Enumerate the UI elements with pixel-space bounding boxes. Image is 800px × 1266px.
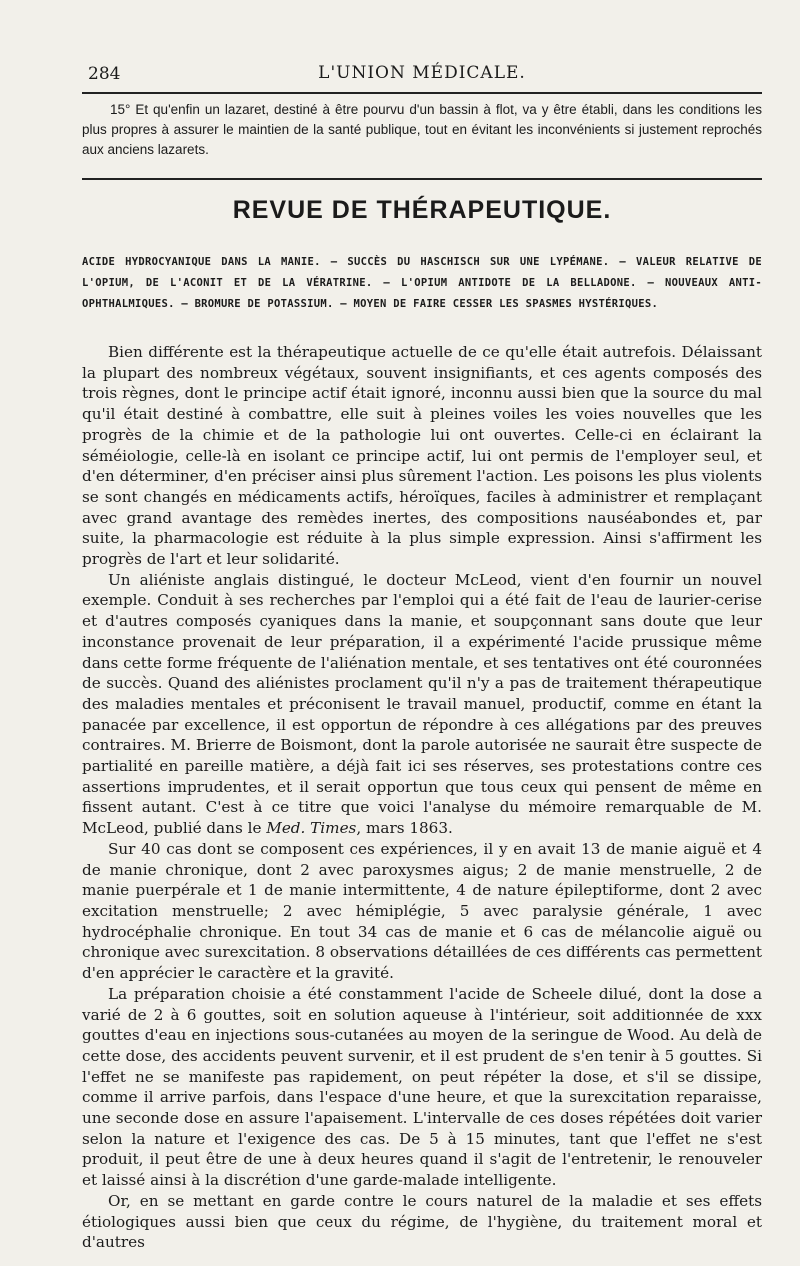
paragraph-1: Bien différente est la thérapeutique actuelle de ce qu'elle était autrefois. Délaissant la plupart des nombreux végétaux, souvent insignifiants, et ces agents composés des trois règnes, dont le principe actif était ignoré, inconnu aussi bien que la source du mal qu'il était destiné à combattre, elle suit à pleines voiles les voies nouvelles que les progrès de la chimie et de la pathologie lui ont ouvertes. Celle-ci en éclairant la séméiologie, celle-là en isolant ce principe actif, lui ont permis de l'employer seul, et d'en déterminer, d'en préciser ainsi plus sûrement l'action. Les poisons les plus violents se sont changés en médicaments actifs, héroïques, faciles à administrer et remplaçant avec grand avantage des remèdes inertes, des compositions nauséabondes et, par suite, la pharmacologie est réduite à la plus simple expression. Ainsi s'affirment les progrès de l'art et leur solidarité. xyxy=(82,343,762,569)
article-body xyxy=(82,342,762,1253)
paragraph-2-text: Un aliéniste anglais distingué, le docteur McLeod, vient d'en fournir un nouvel exemple. Conduit à ses recherches par l'emploi qui a été fait de l'eau de laurier-cerise et d'autres composés cyaniques dans la manie, et soupçonnant sans doute que leur inconstance provenait de leur préparation, il a expérimenté l'acide prussique même dans cette forme fréquente de l'aliénation mentale, et ses tentatives ont été couronnées de succès. Quand des aliénistes proclament qu'il n'y a pas de traitement thérapeutique des maladies mentales et préconisent le travail manuel, productif, comme en étant la panacée par excellence, il est opportun de répondre à ces allégations par des preuves contraires. M. Brierre de Boismont, dont la parole autorisée ne saurait être suspecte de partialité en pareille matière, a déjà fait ici ses réserves, ses protestations contre ces assertions imprudentes, et il serait opportun que tous ceux qui pensent de même en fissent autant. C'est à ce titre que voici l'analyse du mémoire remarquable de M. McLeod, publié dans le xyxy=(82,570,762,838)
section-divider xyxy=(82,178,762,180)
paragraph-5: Or, en se mettant en garde contre le cours naturel de la maladie et ses effets étiologiques aussi bien que ceux du régime, de l'hygiène, du traitement moral et d'autres xyxy=(82,1191,762,1252)
page-header xyxy=(82,58,762,94)
running-title: L'UNION MÉDICALE. xyxy=(318,63,526,83)
section-title: REVUE DE THÉRAPEUTIQUE. xyxy=(232,196,612,224)
paragraph-2 xyxy=(82,570,762,839)
closing-paragraph: 15° Et qu'enfin un lazaret, destiné à être pourvu d'un bassin à flot, va y être établi, dans les conditions les plus propres à assurer le maintien de la santé publique, tout en évitant les inconvénients si justement reprochés aux anciens lazarets. xyxy=(82,102,762,157)
paragraph-4: La préparation choisie a été constamment l'acide de Scheele dilué, dont la dose a varié de 2 à 6 gouttes, soit en solution aqueuse à l'intérieur, soit additionnée de xxx gouttes d'eau en injections sous-cutanées au moyen de la seringue de Wood. Au delà de cette dose, des accidents peuvent survenir, et il est prudent de s'en tenir à 5 gouttes. Si l'effet ne se manifeste pas rapidement, on peut répéter la dose, et s'il se dissipe, comme il arrive parfois, dans l'espace d'une heure, et que la surexcitation reparaisse, une seconde dose en assure l'apaisement. L'intervalle de ces doses répétées doit varier selon la nature et l'exigence des cas. De 5 à 15 minutes, tant que l'effet ne s'est produit, il peut être de une à deux heures quand il s'agit de l'entretenir, le renouveler et laissé ainsi à la discrétion d'une garde-malade intelligente. xyxy=(82,984,762,1190)
section-summary: ACIDE HYDROCYANIQUE DANS LA MANIE. — SUCCÈS DU HASCHISCH SUR UNE LYPÉMANE. — VALEUR RELATIVE DE L'OPIUM, DE L'ACONIT ET DE LA VÉRATRINE. — L'OPIUM ANTIDOTE DE LA BELLADONE. — NOUVEAUX ANTI-OPHTHALMIQUES. — BROMURE DE POTASSIUM. — MOYEN DE FAIRE CESSER LES SPASMES HYSTÉRIQUES. xyxy=(82,256,762,310)
page-number: 284 xyxy=(88,64,121,84)
paragraph-2-end: , mars 1863. xyxy=(356,819,453,838)
paragraph-3: Sur 40 cas dont se composent ces expériences, il y en avait 13 de manie aiguë et 4 de manie chronique, dont 2 avec paroxysmes aigus; 2 de manie menstruelle, 2 de manie puerpérale et 1 de manie intermittente, 4 de nature épileptiforme, dont 2 avec excitation menstruelle; 2 avec hémiplégie, 5 avec paralysie générale, 1 avec hydrocéphalie chronique. En tout 34 cas de manie et 6 cas de mélancolie aiguë ou chronique avec surexcitation. 8 observations détaillées de ces différents cas permettent d'en apprécier le caractère et la gravité. xyxy=(82,839,762,983)
journal-title: Med. Times xyxy=(266,819,357,838)
